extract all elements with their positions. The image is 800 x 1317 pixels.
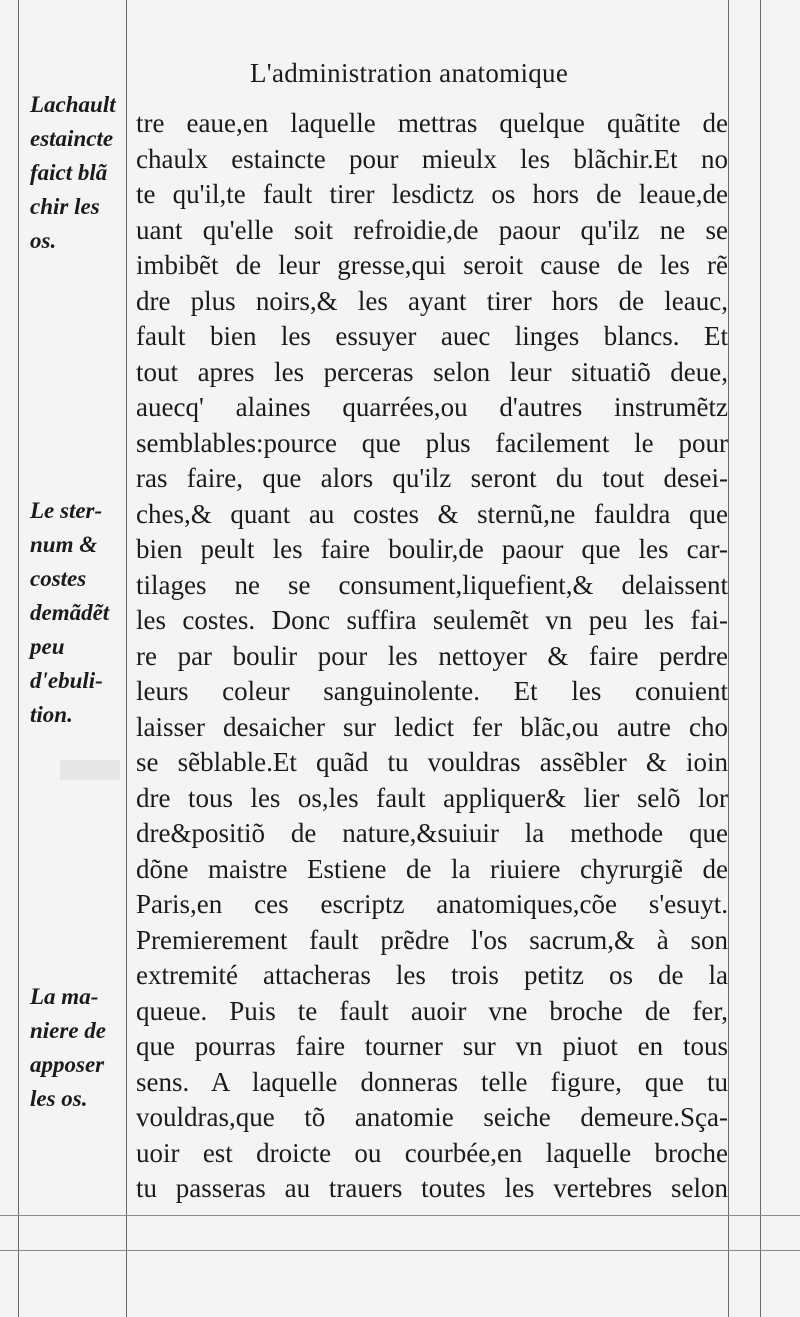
margin-note-line: tion. (30, 702, 73, 727)
margin-note-line: chir les (30, 194, 100, 219)
text-line: tu passeras au trauers toutes les vertebres selon (136, 1173, 728, 1203)
text-line: se sẽblable.Et quãd tu vouldras assẽbler & ioin (136, 747, 728, 777)
text-line: leurs coleur sanguinolente. Et les conuient (136, 676, 728, 706)
text-line: Premierement fault prẽdre l'os sacrum,& à son (136, 924, 728, 955)
text-line: bien peult les faire boulir,de paour que les car- (136, 534, 728, 564)
show-through (60, 760, 120, 780)
page-edge-rule (760, 0, 761, 1317)
text-line: chaulx estaincte pour mieulx les blãchir.Et no (136, 143, 728, 174)
margin-note-line: d'ebuli- (30, 668, 103, 693)
margin-note-line: Lachault (30, 92, 116, 117)
margin-note-sternum (30, 494, 130, 732)
text-line: dõne maistre Estiene de la riuiere chyrurgiẽ de (136, 853, 728, 884)
margin-note-line: les os. (30, 1086, 88, 1111)
text-line: vouldras,que tõ anatomie seiche demeure.Sça- (136, 1102, 728, 1132)
text-line: semblables:pource que plus facilement le pour (136, 427, 728, 458)
margin-note-line: niere de (30, 1018, 107, 1043)
margin-note-line: estaincte (30, 126, 114, 151)
text-line: fault bien les essuyer auec linges blancs. Et (136, 321, 728, 351)
margin-note-line: num & (30, 532, 98, 557)
margin-note-line: demãdẽt (30, 600, 110, 625)
bottom-rule-2 (0, 1250, 800, 1251)
gutter-rule (18, 0, 19, 1317)
bottom-rule (0, 1215, 800, 1216)
margin-note-line: apposer (30, 1052, 105, 1077)
text-line: extremité attacheras les trois petitz os de la (136, 960, 728, 990)
text-line: tilages ne se consument,liquefient,& delaissent (136, 569, 728, 600)
text-line: ras faire, que alors qu'ilz seront du tout desei- (136, 463, 728, 493)
text-line: tre eaue,en laquelle mettras quelque quãtite de (136, 108, 728, 138)
margin-note-apposer (30, 980, 130, 1116)
text-line: que pourras faire tourner sur vn piuot en tous (136, 1031, 728, 1061)
margin-note-line: La ma- (30, 984, 99, 1009)
text-line: dre&positiõ de nature,&suiuir la methode que (136, 818, 728, 848)
text-line: queue. Puis te fault auoir vne broche de fer, (136, 995, 728, 1026)
text-line: sens. A laquelle donneras telle figure, que tu (136, 1066, 728, 1097)
text-line: te qu'il,te fault tirer lesdictz os hors de leaue,de (136, 179, 728, 209)
text-line: auecq' alaines quarrées,ou d'autres instrumẽtz (136, 392, 728, 422)
margin-note-line: os. (30, 228, 57, 253)
running-header: L'administration anatomique (250, 58, 569, 88)
text-line: Paris,en ces escriptz anatomiques,cõe s'esuyt. (136, 889, 728, 919)
text-line: dre tous les os,les fault appliquer& lier selõ lor (136, 782, 728, 813)
text-line: tout apres les perceras selon leur situatiõ deue, (136, 356, 728, 387)
margin-note-line: costes (30, 566, 87, 591)
text-line: uoir est droicte ou courbée,en laquelle broche (136, 1137, 728, 1168)
text-line: ches,& quant au costes & sternũ,ne fauldra que (136, 498, 728, 529)
margin-note-line: Le ster- (30, 498, 103, 523)
text-line: dre plus noirs,& les ayant tirer hors de leauc, (136, 285, 728, 316)
text-right-rule (728, 0, 729, 1317)
margin-note-lime (30, 88, 130, 258)
text-line: uant qu'elle soit refroidie,de paour qu'ilz ne se (136, 214, 728, 245)
margin-note-line: peu (30, 634, 65, 659)
body-text (136, 106, 728, 1207)
text-line: laisser desaicher sur ledict fer blãc,ou autre cho (136, 711, 728, 742)
text-line: imbibẽt de leur gresse,qui seroit cause de les rẽ (136, 250, 728, 280)
text-line: re par boulir pour les nettoyer & faire perdre (136, 640, 728, 671)
margin-note-line: faict blã (30, 160, 108, 185)
text-line: les costes. Donc suffira seulemẽt vn peu les fai- (136, 605, 728, 635)
